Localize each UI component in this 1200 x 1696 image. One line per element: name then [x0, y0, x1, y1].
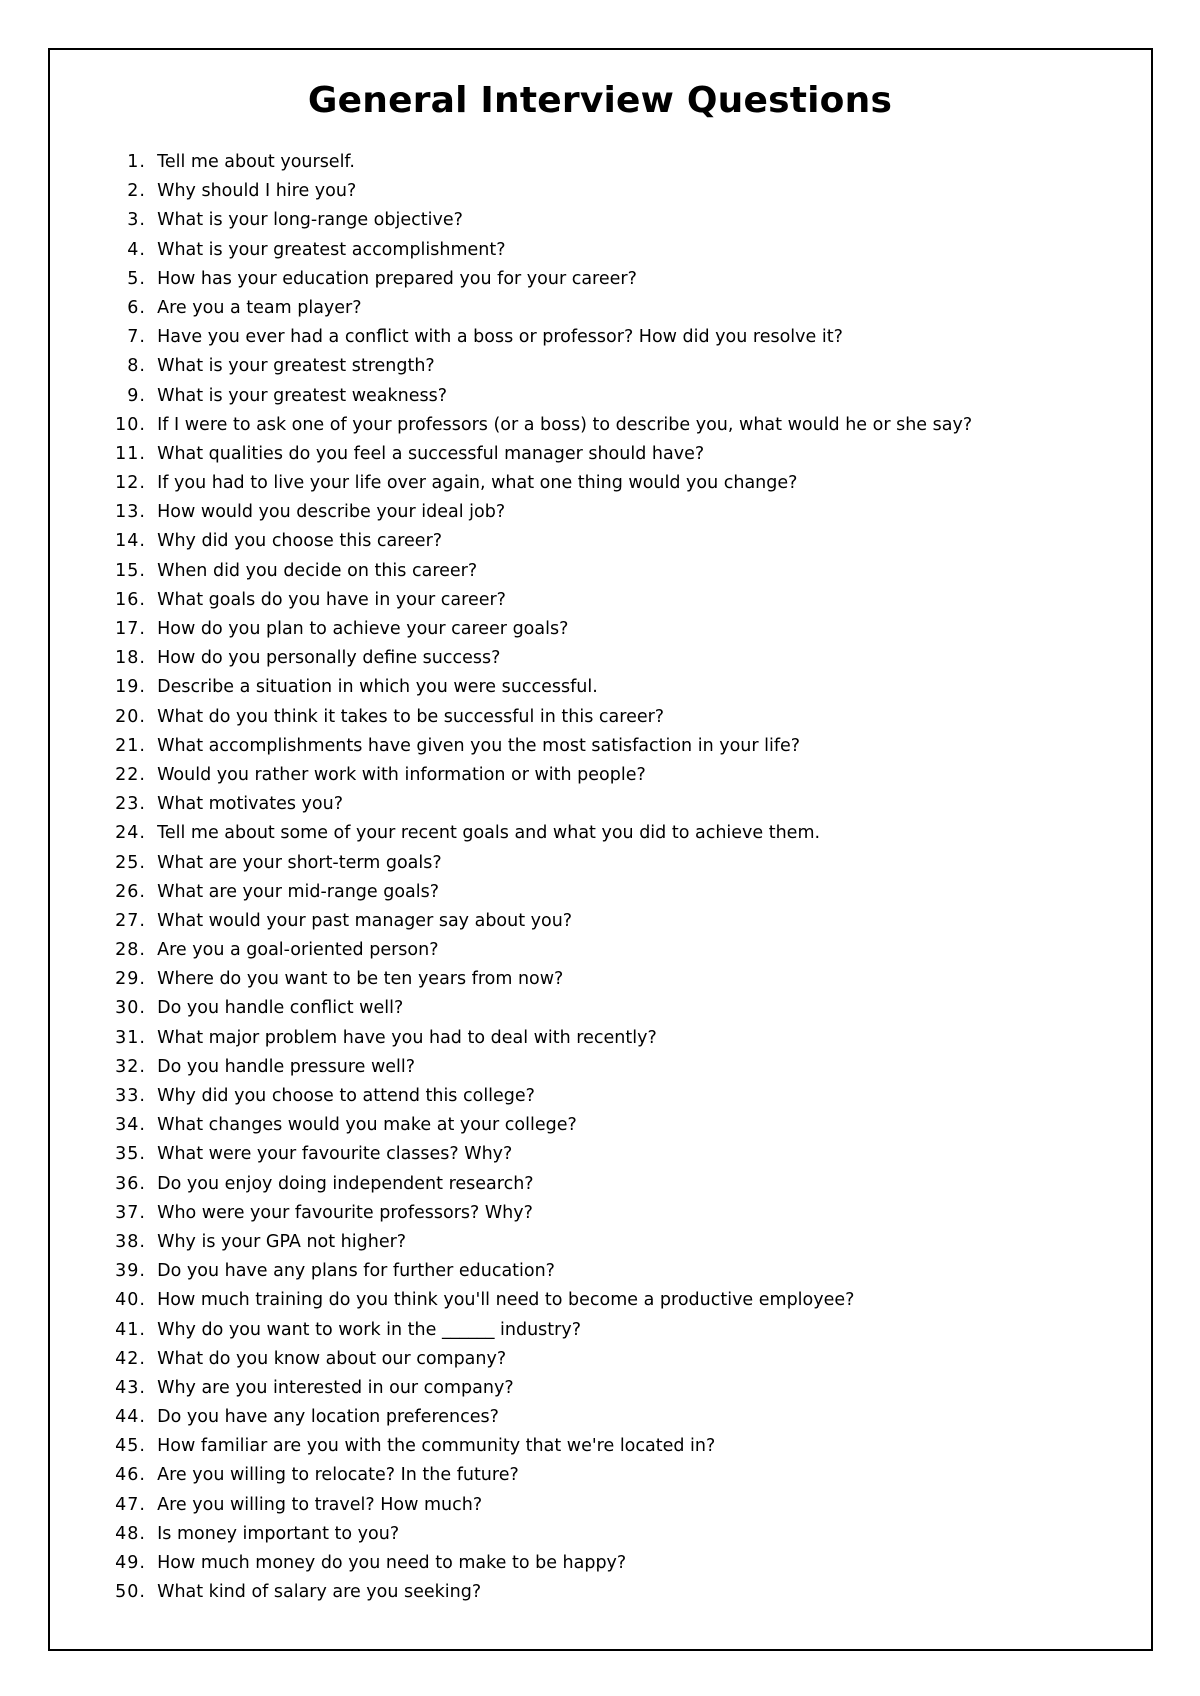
question-text: Is money important to you? [157, 1523, 400, 1544]
list-item [100, 1316, 972, 1345]
question-number: 35. [115, 1144, 146, 1165]
list-item [100, 1170, 972, 1199]
question-number: 50. [115, 1582, 146, 1603]
question-number: 41. [115, 1319, 146, 1340]
list-item [100, 907, 972, 936]
list-item [100, 440, 972, 469]
list-item [100, 265, 972, 294]
question-number: 47. [115, 1494, 146, 1515]
question-number: 4. [127, 239, 146, 260]
question-number: 22. [115, 764, 146, 785]
question-text: What is your greatest accomplishment? [157, 239, 506, 260]
list-item [100, 352, 972, 381]
list-item [100, 965, 972, 994]
question-text: How much training do you think you'll need to become a productive employee? [157, 1290, 855, 1311]
question-number: 11. [115, 443, 146, 464]
question-number: 38. [115, 1231, 146, 1252]
list-item [100, 382, 972, 411]
question-text: What do you know about our company? [157, 1348, 507, 1369]
list-item [100, 148, 972, 177]
question-text: Why did you choose this career? [157, 531, 443, 552]
question-number: 28. [115, 940, 146, 961]
question-text: Would you rather work with information or with people? [157, 764, 646, 785]
question-number: 37. [115, 1202, 146, 1223]
list-item [100, 1082, 972, 1111]
question-list [100, 148, 972, 1607]
question-text: If I were to ask one of your professors (or a boss) to describe you, what would he or she say? [157, 414, 973, 435]
question-text: What do you think it takes to be successful in this career? [157, 706, 665, 727]
list-item [100, 1374, 972, 1403]
question-number: 1. [127, 152, 146, 172]
question-number: 44. [115, 1407, 146, 1428]
question-number: 26. [115, 881, 146, 902]
question-number: 19. [115, 677, 146, 698]
question-number: 42. [115, 1348, 146, 1369]
question-text: How would you describe your ideal job? [157, 502, 506, 523]
question-text: How do you plan to achieve your career goals? [157, 619, 569, 639]
list-item [100, 527, 972, 556]
list-item [100, 790, 972, 819]
list-item [100, 1345, 972, 1374]
question-text: If you had to live your life over again, what one thing would you change? [157, 473, 798, 494]
question-number: 6. [127, 297, 146, 318]
list-item [100, 878, 972, 907]
list-item [100, 819, 972, 848]
question-text: Are you willing to relocate? In the future? [157, 1465, 519, 1486]
question-number: 24. [115, 823, 146, 844]
question-text: Have you ever had a conflict with a boss or professor? How did you resolve it? [157, 327, 843, 348]
list-item [100, 673, 972, 702]
question-text: Do you handle conflict well? [157, 998, 404, 1019]
question-text: Are you a goal-oriented person? [157, 940, 439, 961]
list-item [100, 1578, 972, 1607]
question-number: 40. [115, 1290, 146, 1311]
question-number: 16. [115, 589, 146, 610]
list-item [100, 469, 972, 498]
list-item [100, 206, 972, 235]
page-title: General Interview Questions [307, 80, 893, 121]
question-number: 25. [115, 852, 146, 873]
question-number: 29. [115, 969, 146, 990]
list-item [100, 761, 972, 790]
question-text: What motivates you? [157, 794, 343, 815]
question-number: 45. [115, 1436, 146, 1457]
question-text: Do you enjoy doing independent research? [157, 1173, 534, 1194]
question-text: Are you willing to travel? How much? [157, 1494, 483, 1515]
question-text: What were your favourite classes? Why? [157, 1144, 513, 1165]
list-item [100, 644, 972, 673]
question-text: What are your short-term goals? [157, 852, 442, 873]
question-text: What kind of salary are you seeking? [157, 1582, 482, 1603]
question-number: 15. [115, 560, 146, 581]
question-number: 8. [127, 356, 146, 377]
question-text: Why do you want to work in the ______ industry? [157, 1319, 581, 1340]
question-number: 13. [115, 502, 146, 523]
question-text: Describe a situation in which you were successful. [157, 677, 598, 698]
question-number: 17. [115, 619, 146, 639]
question-number: 14. [115, 531, 146, 552]
question-number: 33. [115, 1086, 146, 1106]
question-text: How has your education prepared you for your career? [157, 268, 637, 289]
list-item [100, 1520, 972, 1549]
question-text: What is your greatest weakness? [157, 385, 448, 406]
question-text: What would your past manager say about you? [157, 910, 573, 931]
list-item [100, 1286, 972, 1315]
question-text: Tell me about some of your recent goals and what you did to achieve them. [157, 823, 821, 844]
list-item [100, 586, 972, 615]
question-number: 36. [115, 1173, 146, 1194]
question-text: Where do you want to be ten years from now? [157, 969, 564, 990]
question-number: 39. [115, 1261, 146, 1282]
question-text: What changes would you make at your college? [157, 1115, 577, 1136]
question-number: 34. [115, 1115, 146, 1136]
list-item [100, 1228, 972, 1257]
question-text: When did you decide on this career? [157, 560, 478, 581]
list-item [100, 294, 972, 323]
list-item [100, 498, 972, 527]
question-number: 30. [115, 998, 146, 1019]
list-item [100, 1199, 972, 1228]
question-number: 12. [115, 473, 146, 494]
list-item [100, 1432, 972, 1461]
question-number: 18. [115, 648, 146, 669]
list-item [100, 994, 972, 1023]
question-number: 27. [115, 910, 146, 931]
question-number: 9. [127, 385, 146, 406]
list-item [100, 177, 972, 206]
list-item [100, 1053, 972, 1082]
list-item [100, 323, 972, 352]
question-text: How do you personally define success? [157, 648, 501, 669]
question-number: 5. [127, 268, 146, 289]
list-item [100, 1491, 972, 1520]
question-number: 20. [115, 706, 146, 727]
question-text: Why is your GPA not higher? [157, 1231, 407, 1252]
list-item [100, 615, 972, 644]
list-item [100, 1549, 972, 1578]
list-item [100, 557, 972, 586]
question-text: Are you a team player? [157, 297, 362, 318]
question-text: What qualities do you feel a successful manager should have? [157, 443, 705, 464]
question-text: What accomplishments have given you the most satisfaction in your life? [157, 735, 801, 756]
question-text: What are your mid-range goals? [157, 881, 440, 902]
question-text: Why should I hire you? [157, 181, 357, 202]
list-item [100, 849, 972, 878]
question-text: Why did you choose to attend this college? [157, 1086, 535, 1106]
question-text: Tell me about yourself. [157, 152, 355, 172]
list-item [100, 236, 972, 265]
question-text: Who were your favourite professors? Why? [157, 1202, 533, 1223]
list-item [100, 732, 972, 761]
list-item [100, 1257, 972, 1286]
list-item [100, 936, 972, 965]
question-number: 46. [115, 1465, 146, 1486]
question-text: What major problem have you had to deal with recently? [157, 1027, 657, 1048]
question-text: Why are you interested in our company? [157, 1377, 514, 1398]
question-number: 48. [115, 1523, 146, 1544]
question-number: 3. [127, 210, 146, 231]
question-number: 43. [115, 1377, 146, 1398]
question-text: What goals do you have in your career? [157, 589, 506, 610]
list-item [100, 1403, 972, 1432]
question-text: Do you have any location preferences? [157, 1407, 499, 1428]
question-number: 49. [115, 1553, 146, 1573]
question-text: How much money do you need to make to be happy? [157, 1553, 627, 1573]
question-number: 32. [115, 1056, 146, 1077]
list-item [100, 703, 972, 732]
list-item [100, 1461, 972, 1490]
question-number: 10. [115, 414, 146, 435]
list-item [100, 1024, 972, 1053]
question-text: How familiar are you with the community that we're located in? [157, 1436, 716, 1457]
question-number: 21. [115, 735, 146, 756]
question-number: 7. [127, 327, 146, 348]
question-text: Do you have any plans for further education? [157, 1261, 555, 1282]
question-text: Do you handle pressure well? [157, 1056, 416, 1077]
list-item [100, 1140, 972, 1169]
question-number: 31. [115, 1027, 146, 1048]
question-number: 2. [127, 181, 146, 202]
list-item [100, 1111, 972, 1140]
question-number: 23. [115, 794, 146, 815]
question-text: What is your greatest strength? [157, 356, 435, 377]
list-item [100, 411, 972, 440]
question-text: What is your long-range objective? [157, 210, 463, 231]
